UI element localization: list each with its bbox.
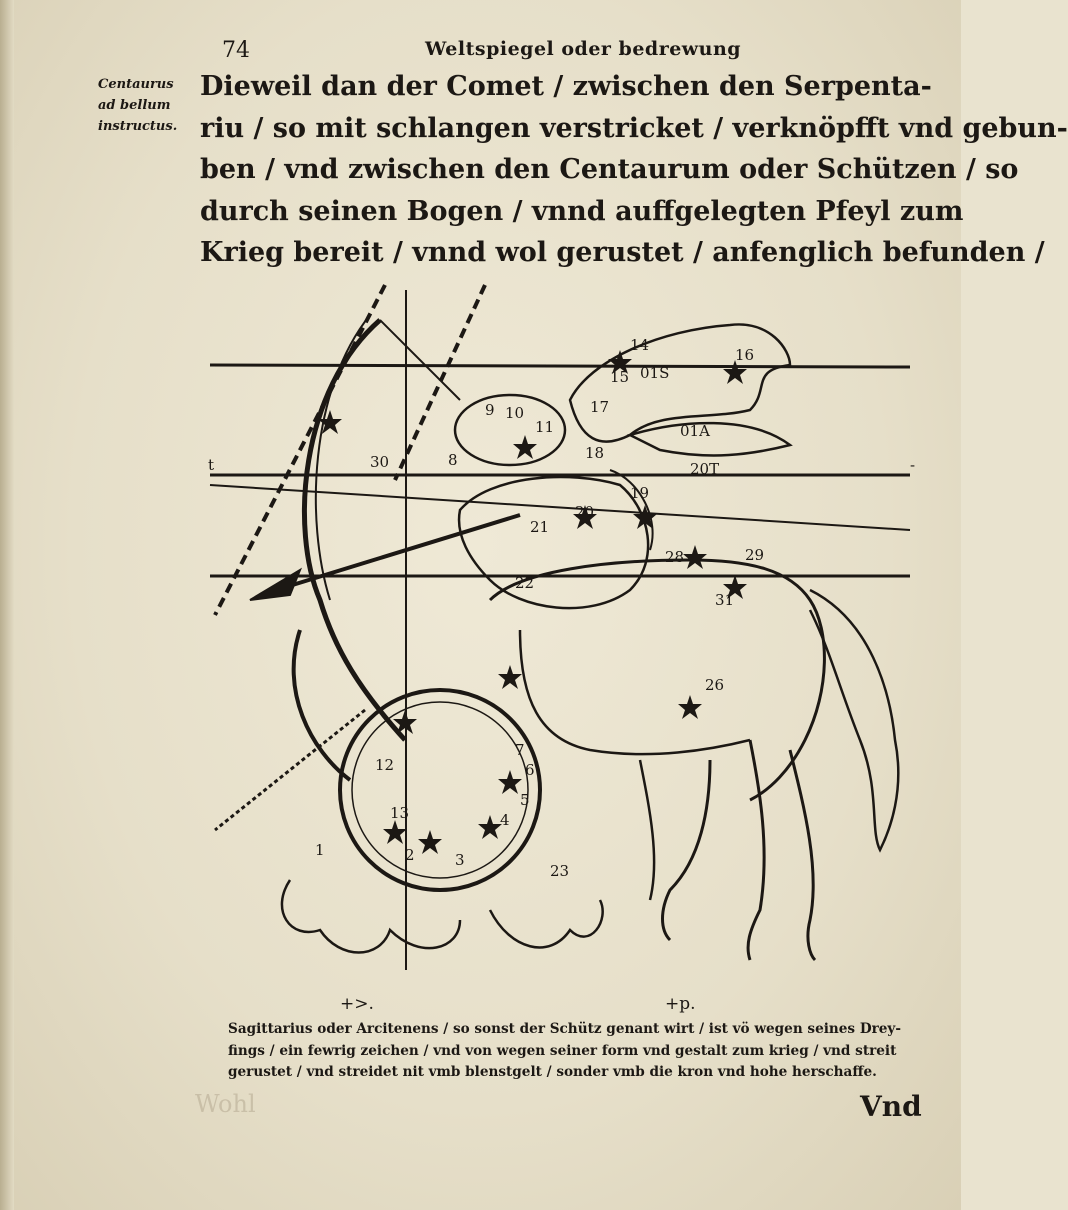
- foliage: [490, 900, 603, 947]
- star-number: 19: [630, 484, 650, 502]
- star-number: 2: [405, 846, 415, 864]
- horse-tail: [810, 590, 898, 850]
- star-icon: [513, 435, 537, 459]
- page-gutter: [0, 0, 14, 1210]
- star-number: 29: [745, 546, 765, 564]
- body-line: ben / vnd zwischen den Centaurum oder Schützen / so: [200, 154, 1019, 185]
- star-number: 10: [505, 404, 525, 422]
- zodiac-disc: [352, 702, 528, 878]
- running-head: Weltspiegel oder bedrewung: [425, 38, 742, 60]
- star-number: 21: [530, 518, 550, 536]
- siglum: +p.: [665, 994, 696, 1014]
- guide-line: [395, 285, 485, 480]
- arrow: [260, 515, 520, 595]
- body-text: [200, 66, 1068, 274]
- caption-line: gerustet / vnd streidet nit vmb blenstgelt / sonder vmb die kron vnd hohe herschaffe.: [228, 1064, 877, 1080]
- star-number: 20: [575, 503, 595, 521]
- marginal-note-line: instructus.: [98, 119, 178, 134]
- band-label: 20T: [690, 460, 720, 478]
- horse-body: [490, 560, 824, 800]
- star-number: 13: [390, 804, 410, 822]
- star-icon: [683, 545, 707, 569]
- star-number: 9: [485, 401, 495, 419]
- star-icon: [678, 695, 702, 719]
- body-line: durch seinen Bogen / vnnd auffgelegten Pfeyl zum: [200, 195, 964, 227]
- star-number: 30: [370, 453, 390, 471]
- star-number: 11: [535, 418, 555, 436]
- sagittarius-woodcut: [190, 270, 930, 985]
- axis-mark: -: [910, 456, 916, 474]
- star-number: 16: [735, 346, 755, 364]
- caption-line: fings / ein fewrig zeichen / vnd von wegen seiner form vnd gestalt zum krieg / vnd streit: [228, 1042, 897, 1059]
- cape: [630, 423, 790, 455]
- marginal-note: [98, 74, 198, 137]
- star-number: 8: [448, 451, 458, 469]
- star-number: 18: [585, 444, 605, 462]
- star-number: 31: [715, 591, 735, 609]
- star-icon: [478, 815, 502, 839]
- horse-leg: [748, 740, 764, 960]
- star-number: 4: [500, 811, 510, 829]
- zodiac-disc: [340, 690, 540, 890]
- star-number: 28: [665, 548, 685, 566]
- horse-leg: [663, 760, 711, 940]
- star-number: 5: [520, 791, 530, 809]
- archer-torso: [459, 477, 648, 608]
- star-number: 23: [550, 862, 570, 880]
- star-number: 7: [515, 741, 525, 759]
- catchword: Vnd: [860, 1090, 922, 1123]
- star-icon: [498, 770, 522, 794]
- bleed-through-text: Wohl: [195, 1090, 256, 1118]
- star-number: 26: [705, 676, 725, 694]
- axis-mark: t: [208, 456, 215, 474]
- bow: [304, 320, 405, 740]
- body-line: Dieweil dan der Comet / zwischen den Serpenta-: [200, 71, 932, 102]
- guide-line: [210, 365, 910, 367]
- band-label: 01A: [680, 422, 710, 440]
- sigla-row: [300, 994, 800, 1016]
- star-number: 6: [525, 761, 535, 779]
- star-number: 14: [630, 336, 650, 354]
- star-icon: [383, 820, 407, 844]
- star-number: 12: [375, 756, 395, 774]
- horse-leg: [640, 760, 654, 900]
- page-header: [210, 38, 930, 64]
- body-line: riu / so mit schlangen verstricket / verknöpfft vnd gebun-: [200, 112, 1068, 144]
- body-line: Krieg bereit / vnnd wol gerustet / anfenglich befunden /: [200, 237, 1045, 268]
- page-number: 74: [222, 38, 250, 63]
- figure-caption: [228, 1019, 948, 1084]
- bow: [316, 315, 370, 600]
- marginal-note-line: Centaurus: [98, 77, 174, 92]
- star-icon: [418, 830, 442, 854]
- sagittarius-constellation-figure: [190, 270, 930, 985]
- star-number: 17: [590, 398, 610, 416]
- siglum: +>.: [340, 994, 374, 1014]
- star-number: 22: [515, 574, 535, 592]
- bow-string: [380, 320, 460, 400]
- star-icon: [498, 665, 522, 689]
- marginal-note-line: ad bellum: [98, 98, 171, 113]
- star-number: 15: [610, 368, 630, 386]
- horse-leg: [790, 750, 815, 960]
- star-number: 1: [315, 841, 325, 859]
- caption-line: Sagittarius oder Arcitenens / so sonst der Schütz genant wirt / ist vö wegen seines Drey-: [228, 1021, 901, 1037]
- band-label: 01S: [640, 364, 670, 382]
- star-number: 3: [455, 851, 465, 869]
